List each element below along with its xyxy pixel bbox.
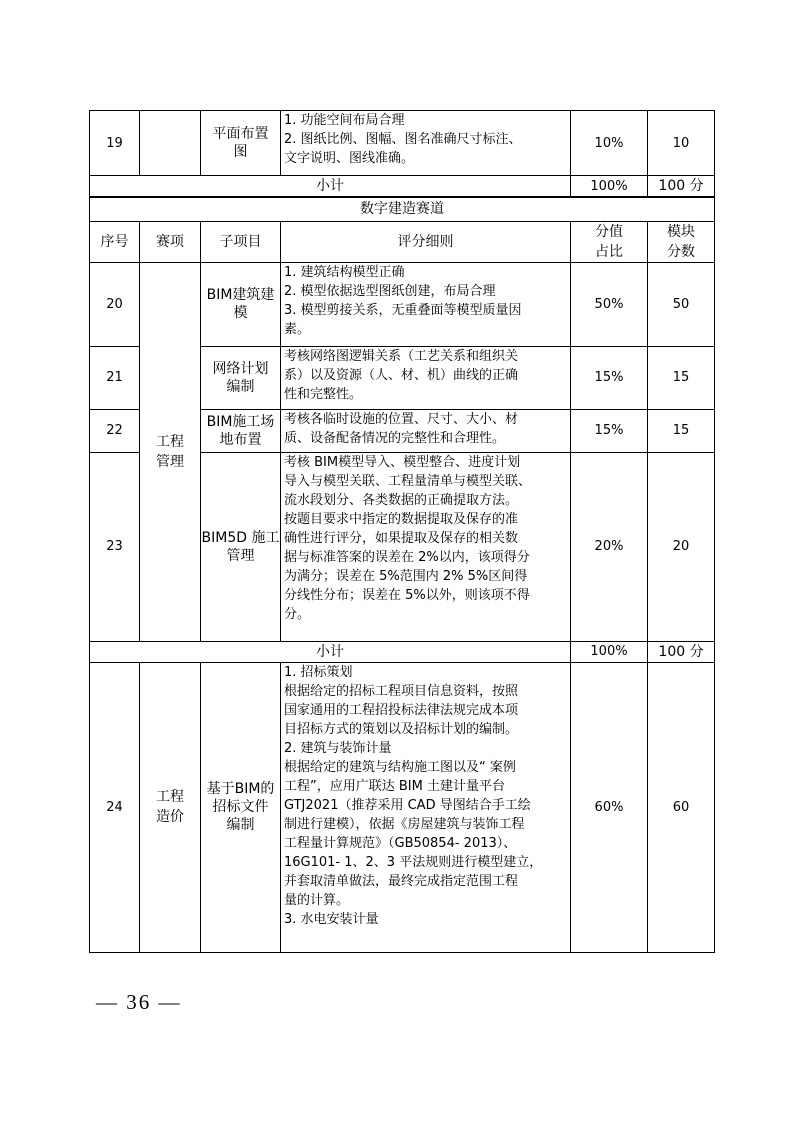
score-cell: 50 [648, 262, 715, 346]
details-cell [281, 111, 571, 176]
sub-item-name: BIM5D 施工 管理 [201, 529, 280, 564]
header-row [90, 221, 715, 262]
details-cell [281, 346, 571, 409]
sub-item-cell [201, 262, 281, 346]
header-ratio-text: 分值 占比 [595, 223, 623, 260]
sub-item-cell [201, 111, 281, 176]
table-row [90, 111, 715, 176]
ratio-cell: 10% [571, 111, 648, 176]
header-ratio [571, 221, 648, 262]
score-cell: 15 [648, 346, 715, 409]
header-track: 赛项 [140, 221, 201, 262]
subtotal-ratio: 100% [571, 641, 648, 662]
details-text: 1. 功能空间布局合理 2. 图纸比例、图幅、图名准确尺寸标注、 文字说明、图线准确。 [284, 113, 522, 166]
sub-item-cell [201, 409, 281, 452]
section-title: 数字建造赛道 [90, 197, 715, 221]
page-number: — 36 — [96, 990, 182, 1014]
row-number: 19 [90, 111, 140, 176]
track-cell [140, 662, 201, 952]
sub-item-name: 网络计划 编制 [212, 360, 269, 395]
ratio-cell: 20% [571, 452, 648, 641]
subtotal-label: 小计 [90, 641, 571, 662]
ratio-cell: 60% [571, 662, 648, 952]
sub-item-cell [201, 662, 281, 952]
subtotal-score: 100 分 [648, 176, 715, 198]
track-name: 工程 管理 [156, 433, 184, 470]
details-text: 考核各临时设施的位置、尺寸、大小、材 质、设备配备情况的完整性和合理性。 [284, 411, 519, 446]
track-cell [140, 262, 201, 641]
subtotal-score: 100 分 [648, 641, 715, 662]
details-text: 1. 建筑结构模型正确 2. 模型依据选型图纸创建，布局合理 3. 模型剪接关系，无重叠面等模型质量因 素。 [284, 264, 522, 337]
row-number: 24 [90, 662, 140, 952]
table-row [90, 662, 715, 952]
sub-item-name: BIM施工场 地布置 [206, 413, 275, 448]
sub-item-cell [201, 452, 281, 641]
scoring-table [89, 110, 715, 953]
row-number: 23 [90, 452, 140, 641]
details-cell [281, 409, 571, 452]
details-text: 考核 BIM模型导入、模型整合、进度计划 导入与模型关联、工程量清单与模型关联、 流水段划分、各类数据的正确提取方法。 按题目要求中指定的数据提取及保存的准 确性进行评分，如果提取及保存的相关数 据与标准答案的误差在 2%以内，该项得分 为满分；误差在 5%范围内 2% 5%区间得 分线性分布；误差在 5%以外，则该项不得 分。 [284, 454, 532, 622]
header-sub-item: 子项目 [201, 221, 281, 262]
sub-item-name: BIM建筑建 模 [206, 287, 275, 321]
header-details: 评分细则 [281, 221, 571, 262]
row-number: 21 [90, 346, 140, 409]
table-row [90, 262, 715, 346]
section-title-row [90, 197, 715, 221]
header-score-text: 模块 分数 [667, 223, 695, 260]
details-cell [281, 262, 571, 346]
details-cell [281, 662, 571, 952]
details-text: 考核网络图逻辑关系（工艺关系和组织关 系）以及资源（人、材、机）曲线的正确 性和完整性。 [284, 348, 519, 402]
score-cell: 60 [648, 662, 715, 952]
row-number: 20 [90, 262, 140, 346]
track-cell [140, 111, 201, 176]
row-number: 22 [90, 409, 140, 452]
ratio-cell: 50% [571, 262, 648, 346]
score-cell: 20 [648, 452, 715, 641]
details-cell [281, 452, 571, 641]
subtotal-ratio: 100% [571, 176, 648, 198]
subtotal-row [90, 176, 715, 198]
header-score [648, 221, 715, 262]
ratio-cell: 15% [571, 346, 648, 409]
score-cell: 15 [648, 409, 715, 452]
sub-item-cell [201, 346, 281, 409]
sub-item-name: 平面布置 图 [212, 126, 269, 160]
sub-item-name: 基于BIM的 招标文件 编制 [206, 781, 275, 833]
details-text: 1. 招标策划 根据给定的招标工程项目信息资料，按照 国家通用的工程招投标法律法规完成本项 目招标方式的策划以及招标计划的编制。 2. 建筑与装饰计量 根据给定的建筑与结构施工图以及“ 案例 工程”，应用广联达 BIM 土建计量平台 GTJ2021（推荐采用 CAD 导图结合手工绘 制进行建模），依据《房屋建筑与装饰工程 工程量计算规范》（GB50854- 2013）、 16G101- 1、2、3 平法规则进行模型建立， 并套取清单做法，最终完成指定范围工程 量的计算。 3. 水电安装计量 [284, 664, 543, 927]
subtotal-row [90, 641, 715, 662]
track-name: 工程 造价 [156, 789, 184, 825]
header-no: 序号 [90, 221, 140, 262]
ratio-cell: 15% [571, 409, 648, 452]
subtotal-label: 小计 [90, 176, 571, 198]
score-cell: 10 [648, 111, 715, 176]
